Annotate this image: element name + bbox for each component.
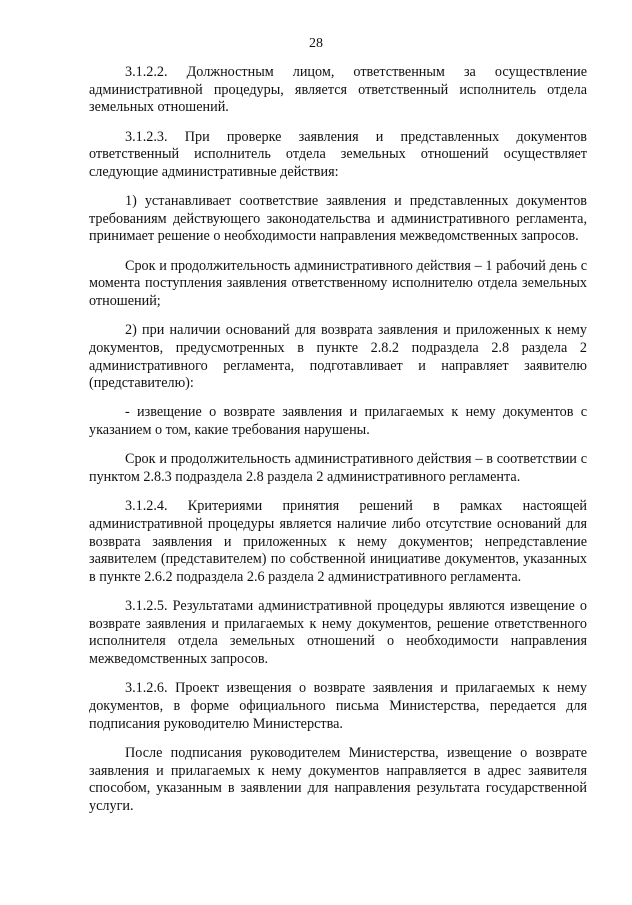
paragraph-term-1: Срок и продолжительность административного действия – 1 рабочий день с момента поступления заявления ответственному исполнителю отдела земельных отношений;	[89, 257, 587, 309]
document-body	[89, 64, 587, 827]
paragraph-3-1-2-6: 3.1.2.6. Проект извещения о возврате заявления и прилагаемых к нему документов, в форме официального письма Министерства, передается для подписания руководителю Министерства.	[89, 680, 587, 732]
paragraph-3-1-2-2: 3.1.2.2. Должностным лицом, ответственным за осуществление административной процедуры, является ответственный исполнитель отдела земельных отношений.	[89, 64, 587, 116]
paragraph-after-signing: После подписания руководителем Министерства, извещение о возврате заявления и прилагаемых к нему документов направляется в адрес заявителя способом, указанным в заявлении для направления результата государственной услуги.	[89, 744, 587, 814]
page-number: 28	[309, 36, 323, 51]
paragraph-3-1-2-4: 3.1.2.4. Критериями принятия решений в рамках настоящей административной процедуры является наличие либо отсутствие оснований для возврата заявления и приложенных к нему документов; непредставление заявителем (представителем) по собственной инициативе документов, указанных в пункте 2.6.2 подраздела 2.6 раздела 2 административного регламента.	[89, 498, 587, 585]
paragraph-notice: - извещение о возврате заявления и прилагаемых к нему документов с указанием о том, какие требования нарушены.	[89, 404, 587, 439]
paragraph-3-1-2-5: 3.1.2.5. Результатами административной процедуры являются извещение о возврате заявления и прилагаемых к нему документов, решение ответственного исполнителя отдела земельных отношений о необходимости направления межведомственных запросов.	[89, 598, 587, 667]
paragraph-3-1-2-3: 3.1.2.3. При проверке заявления и представленных документов ответственный исполнитель отдела земельных отношений осуществляет следующие административные действия:	[89, 128, 587, 180]
paragraph-item-1: 1) устанавливает соответствие заявления и представленных документов требованиям действующего законодательства и административного регламента, принимает решение о необходимости направления межведомственных запросов.	[89, 193, 587, 245]
paragraph-term-2: Срок и продолжительность административного действия – в соответствии с пунктом 2.8.3 подраздела 2.8 раздела 2 административного регламента.	[89, 451, 587, 486]
paragraph-item-2: 2) при наличии оснований для возврата заявления и приложенных к нему документов, предусмотренных в пункте 2.8.2 подраздела 2.8 раздела 2 административного регламента, подготавливает и направляет заявителю (представителю):	[89, 322, 587, 392]
